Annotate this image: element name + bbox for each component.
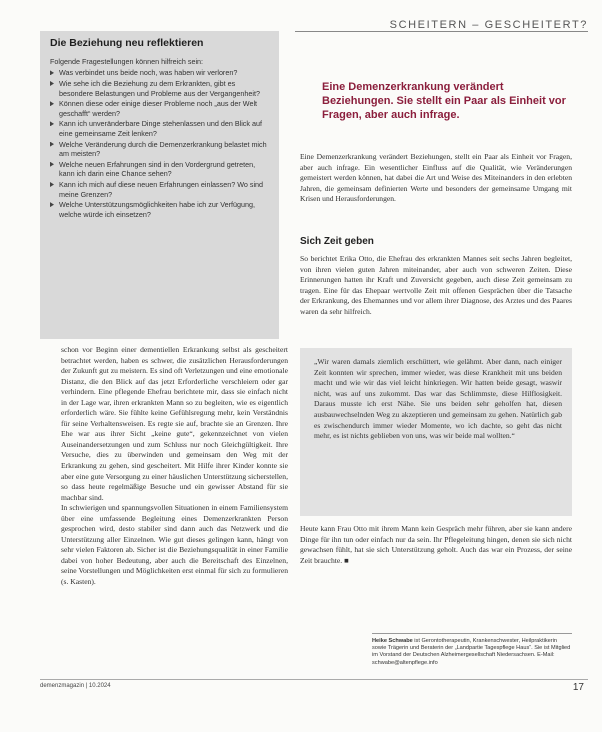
author-name: Heike Schwabe [372,638,413,644]
interview-quote-box [300,348,572,516]
list-item: Welche Veränderung durch die Demenzerkrankung belastet mich am meisten? [50,140,269,159]
author-bio: ist Gerontotherapeutin, Krankenschwester, Heilpraktikerin sowie Trägerin und Beraterin der „Landpartie Tagespflege Haus“. Sie ist Mitglied im Vorstand der Deutschen Alzheimergesellschaft Niedersachsen. E-Mail: schwabe@altenpflege.info [372,638,571,666]
bullet-icon [50,182,54,187]
footer-rule [40,679,588,680]
author-rule [372,633,572,634]
bullet-icon [50,202,54,207]
bullet-icon [50,142,54,147]
right-section-paragraph: So berichtet Erika Otto, die Ehefrau des erkrankten Mannes seit sechs Jahren begleitet, von ihren vielen guten Jahren miteinander, aber auch von schweren Zeiten. Diese Erinnerungen hatten ihr Kraft und Zuversicht gegeben, auch diese Zeit gemeinsam zu tragen. Eine für das Ehepaar wertvolle Zeit mit offenen Gesprächen über die Tatsache der Erkrankung, des Ehemannes und vor allem ihrer Diagnose, des Arztes und des Paares waren da sehr hilfreich. [300,254,572,316]
bullet-icon [50,70,54,75]
list-item: Wie sehe ich die Beziehung zu dem Erkrankten, gibt es besondere Belastungen und Probleme aus der Vergangenheit? [50,79,269,98]
left-paragraph: schon vor Beginn einer dementiellen Erkrankung selbst als gescheitert betrachtet werden, haben es schwer, die zusätzlichen Herausforderungen der Zukunft gut zu meistern. Es sind oft Verletzungen und eine emotionale Distanz, die den Blick auf das jetzt Erforderliche verschleiern oder gar verhindern. Eine pflegende Ehefrau berichtete mir, dass sie einfach nicht in der Lage war, ihren erkrankten Mann so zu begleiten, wie es eigentlich erforderlich wäre. Sie fühlte keine Gefühlsregung mehr, kein Verständnis für seine Verhaltensweisen. Es regte sie auf, brachte sie an Grenzen. Ihre Ehe war aus ihrer Sicht „keine gute“, gekennzeichnet von vielen Auseinandersetzungen und zum Schluss nur noch Gleichgültigkeit. Ihre Versuche, dies zu überwinden und gemeinsam den Weg mit der Erkrankung zu gehen, sind gescheitert. Mit Hilfe ihrer Kinder konnte sie aber eine gute Versorgung zu einer häuslichen Unterstützung sicherstellen, so dass heute regelmäßige Besuche und ein gewisser Abstand für sie machbar sind. [61,345,288,502]
footer-journal: demenzmagazin | 10.2024 [40,683,111,689]
info-box-intro: Folgende Fragestellungen können hilfreich sein: [50,57,204,66]
list-item: Kann ich mich auf diese neuen Erfahrungen einlassen? Wo sind meine Grenzen? [50,180,269,199]
left-paragraph: In schwierigen und spannungsvollen Situationen in einem Familiensystem über eine umfassende Begleitung eines Demenzerkrankten Person gesprochen wird, desto stabiler sind dann auch das Netzwerk und die Unterstützung aller Einzelnen. Wie gut dieses gelingen kann, hängt von sehr vielen Faktoren ab. Sicher ist die Beziehungsqualität in einer Familie dabei von hoher Bedeutung, aber auch die Bereitschaft des Einzelnen, seine Vorstellungen und Möglichkeiten erst einmal für sich zu formulieren (s. Kasten). [61,503,288,587]
interview-quote: „Wir waren damals ziemlich erschüttert, wie gelähmt. Aber dann, nach einiger Zeit konnten wir sprechen, immer wieder, was diese Krankheit mit uns beiden macht und wie wir das viel leicht hinkriegen. Wir hatten beide gesagt, waswir nicht, was auf uns zukommt. Das war das Schlimmste, diese Hilflosigkeit. Daraus musste ich erst Nähe. Sie uns beiden sehr geholfen hat, diesen ausbauwechselnden Weg zu akzeptieren und gemeinsam zu gehen. Natürlich gab es zwischendurch immer wieder Momente, wo ich dachte, so geht das nicht mehr, es ist nichts geblieben von uns, was wir beide mal wollten.“ [314,357,562,441]
right-intro-paragraph: Eine Demenzerkrankung verändert Beziehungen, stellt ein Paar als Einheit vor Fragen, aber auch infrage. Ein wesentlicher Einfluss auf die Qualität, wie Veränderungen gemeistert werden können, hat dabei die Art und Weise des Miteinanders in den erlebten Jahren, die gemeinsam definierten Werte und besonders der gemeinsame Umgang mit Krisen und Herausforderungen. [300,152,572,204]
left-column [61,345,288,588]
info-box [40,31,279,339]
bullet-icon [50,101,54,106]
list-item: Welche neuen Erfahrungen sind in den Vordergrund getreten, kann ich darin eine Chance sehen? [50,160,269,179]
right-closing-paragraph: Heute kann Frau Otto mit ihrem Mann kein Gespräch mehr führen, aber sie kann andere Dinge für ihn tun oder einfach nur da sein. Ihr Pflegeleitung hingen, denen sie sich nicht gewachsen fühlt, hat sie sich Unterstützung geholt. Auch das war ein Prozess, der seine Zeit brauchte. ■ [300,524,572,565]
list-item: Was verbindet uns beide noch, was haben wir verloren? [50,68,269,78]
info-box-title: Die Beziehung neu reflektieren [50,37,204,49]
section-header [390,19,588,31]
header-rule [295,31,588,32]
list-item: Können diese oder einige dieser Probleme noch „aus der Welt geschafft“ werden? [50,99,269,118]
list-item: Kann ich unveränderbare Dinge stehenlassen und den Blick auf eine gemeinsame Zeit lenken? [50,119,269,138]
section-title: SCHEITERN – GESCHEITERT? [389,19,588,31]
bullet-icon [50,162,54,167]
pull-quote: Eine Demenzerkrankung verändert Beziehungen. Sie stellt ein Paar als Einheit vor Fragen, aber auch infrage. [322,81,566,121]
page-number: 17 [572,682,584,693]
subheading: Sich Zeit geben [300,236,374,247]
author-note [372,638,572,667]
bullet-icon [50,81,54,86]
question-list [50,68,269,219]
list-item: Welche Unterstützungsmöglichkeiten habe ich zur Verfügung, welche würde ich einsetzen? [50,200,269,219]
bullet-icon [50,121,54,126]
